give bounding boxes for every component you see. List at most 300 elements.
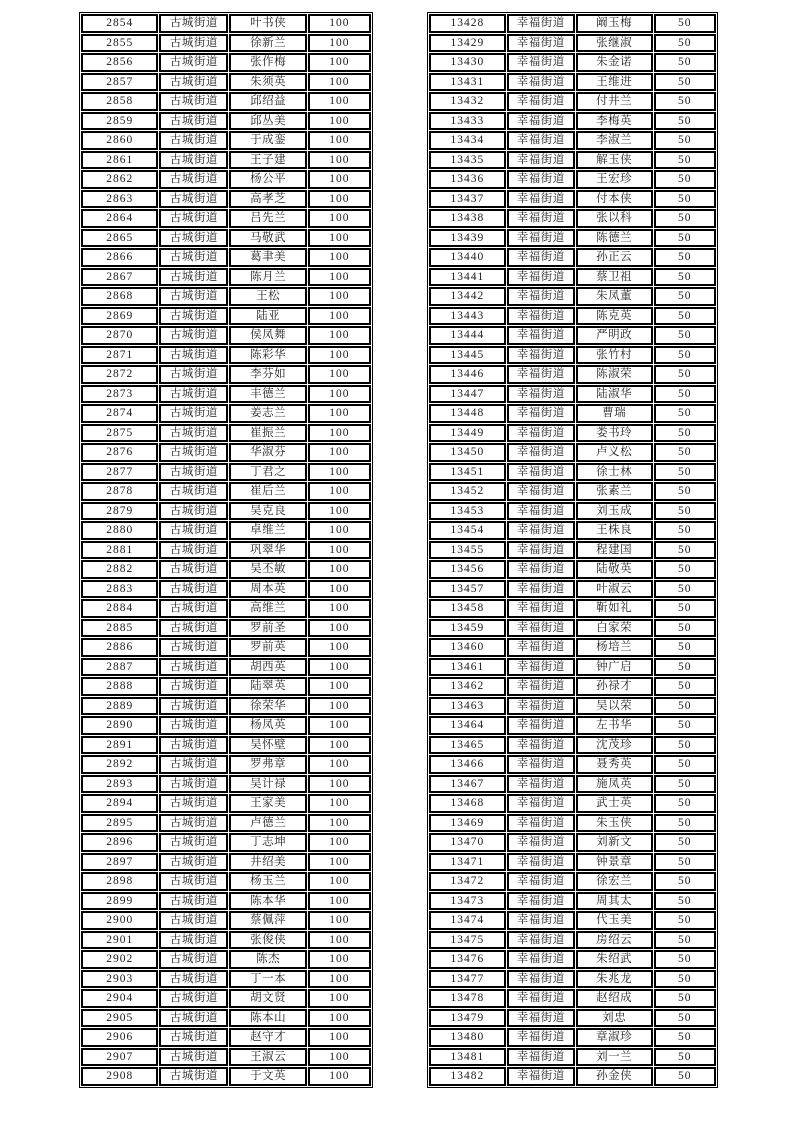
id-cell: 2874 <box>81 404 158 423</box>
id-cell: 13443 <box>429 307 506 326</box>
name-cell: 孙正云 <box>576 248 653 267</box>
id-cell: 13480 <box>429 1028 506 1047</box>
table-row <box>429 697 716 716</box>
id-cell: 2904 <box>81 989 158 1008</box>
table-row <box>81 463 371 482</box>
name-cell: 沈茂珍 <box>576 736 653 755</box>
table-row <box>81 14 371 33</box>
amount-cell: 50 <box>654 307 717 326</box>
amount-cell: 100 <box>308 814 371 833</box>
name-cell: 于成銮 <box>229 131 306 150</box>
table-row <box>81 736 371 755</box>
id-cell: 13457 <box>429 580 506 599</box>
street-cell: 古城街道 <box>159 443 228 462</box>
amount-cell: 100 <box>308 1009 371 1028</box>
table-row <box>429 229 716 248</box>
name-cell: 聂秀英 <box>576 755 653 774</box>
street-cell: 幸福街道 <box>507 326 575 345</box>
street-cell: 幸福街道 <box>507 287 575 306</box>
amount-cell: 100 <box>308 365 371 384</box>
table-row <box>429 34 716 53</box>
roster-table-right-body <box>429 14 716 1086</box>
name-cell: 白家荣 <box>576 619 653 638</box>
amount-cell: 50 <box>654 151 717 170</box>
street-cell: 古城街道 <box>159 190 228 209</box>
name-cell: 徐士林 <box>576 463 653 482</box>
street-cell: 幸福街道 <box>507 151 575 170</box>
amount-cell: 50 <box>654 775 717 794</box>
id-cell: 2883 <box>81 580 158 599</box>
id-cell: 13450 <box>429 443 506 462</box>
street-cell: 古城街道 <box>159 1067 228 1086</box>
table-row <box>81 853 371 872</box>
amount-cell: 100 <box>308 170 371 189</box>
table-row <box>429 658 716 677</box>
table-row <box>81 599 371 618</box>
amount-cell: 50 <box>654 424 717 443</box>
amount-cell: 50 <box>654 697 717 716</box>
amount-cell: 50 <box>654 580 717 599</box>
table-row <box>81 619 371 638</box>
street-cell: 幸福街道 <box>507 989 575 1008</box>
id-cell: 2855 <box>81 34 158 53</box>
name-cell: 孙禄才 <box>576 677 653 696</box>
id-cell: 2891 <box>81 736 158 755</box>
name-cell: 代玉美 <box>576 911 653 930</box>
amount-cell: 50 <box>654 53 717 72</box>
id-cell: 2863 <box>81 190 158 209</box>
street-cell: 古城街道 <box>159 970 228 989</box>
id-cell: 2873 <box>81 385 158 404</box>
id-cell: 13476 <box>429 950 506 969</box>
id-cell: 2902 <box>81 950 158 969</box>
amount-cell: 100 <box>308 794 371 813</box>
street-cell: 幸福街道 <box>507 814 575 833</box>
table-row <box>81 482 371 501</box>
table-row <box>81 326 371 345</box>
amount-cell: 50 <box>654 638 717 657</box>
street-cell: 古城街道 <box>159 424 228 443</box>
amount-cell: 100 <box>308 229 371 248</box>
name-cell: 朱凤董 <box>576 287 653 306</box>
id-cell: 2894 <box>81 794 158 813</box>
street-cell: 古城街道 <box>159 658 228 677</box>
street-cell: 古城街道 <box>159 346 228 365</box>
table-row <box>429 404 716 423</box>
name-cell: 卢德兰 <box>229 814 306 833</box>
street-cell: 幸福街道 <box>507 131 575 150</box>
amount-cell: 100 <box>308 248 371 267</box>
id-cell: 13449 <box>429 424 506 443</box>
street-cell: 幸福街道 <box>507 307 575 326</box>
id-cell: 13435 <box>429 151 506 170</box>
name-cell: 卓维兰 <box>229 521 306 540</box>
roster-table-left <box>79 12 373 1088</box>
amount-cell: 100 <box>308 307 371 326</box>
table-row <box>81 268 371 287</box>
id-cell: 13438 <box>429 209 506 228</box>
id-cell: 2865 <box>81 229 158 248</box>
id-cell: 13429 <box>429 34 506 53</box>
name-cell: 叶淑云 <box>576 580 653 599</box>
street-cell: 古城街道 <box>159 463 228 482</box>
street-cell: 幸福街道 <box>507 560 575 579</box>
table-row <box>81 502 371 521</box>
amount-cell: 100 <box>308 385 371 404</box>
id-cell: 2878 <box>81 482 158 501</box>
table-row <box>429 619 716 638</box>
amount-cell: 50 <box>654 931 717 950</box>
street-cell: 古城街道 <box>159 287 228 306</box>
table-row <box>429 794 716 813</box>
street-cell: 幸福街道 <box>507 736 575 755</box>
street-cell: 古城街道 <box>159 170 228 189</box>
amount-cell: 50 <box>654 326 717 345</box>
street-cell: 幸福街道 <box>507 950 575 969</box>
street-cell: 古城街道 <box>159 229 228 248</box>
table-row <box>429 521 716 540</box>
street-cell: 幸福街道 <box>507 365 575 384</box>
table-row <box>81 677 371 696</box>
street-cell: 古城街道 <box>159 638 228 657</box>
roster-table-left-body <box>81 14 371 1086</box>
name-cell: 丁一本 <box>229 970 306 989</box>
street-cell: 古城街道 <box>159 482 228 501</box>
street-cell: 幸福街道 <box>507 755 575 774</box>
street-cell: 幸福街道 <box>507 833 575 852</box>
id-cell: 2886 <box>81 638 158 657</box>
id-cell: 2881 <box>81 541 158 560</box>
name-cell: 刘一兰 <box>576 1048 653 1067</box>
amount-cell: 100 <box>308 872 371 891</box>
id-cell: 2907 <box>81 1048 158 1067</box>
table-row <box>81 1067 371 1086</box>
amount-cell: 100 <box>308 931 371 950</box>
name-cell: 马敬武 <box>229 229 306 248</box>
amount-cell: 50 <box>654 170 717 189</box>
street-cell: 古城街道 <box>159 989 228 1008</box>
table-row <box>81 131 371 150</box>
table-row <box>429 599 716 618</box>
amount-cell: 100 <box>308 677 371 696</box>
id-cell: 2897 <box>81 853 158 872</box>
name-cell: 王子建 <box>229 151 306 170</box>
street-cell: 幸福街道 <box>507 911 575 930</box>
street-cell: 古城街道 <box>159 950 228 969</box>
table-row <box>81 1028 371 1047</box>
table-row <box>429 755 716 774</box>
id-cell: 13467 <box>429 775 506 794</box>
street-cell: 幸福街道 <box>507 658 575 677</box>
street-cell: 幸福街道 <box>507 619 575 638</box>
name-cell: 侯凤舞 <box>229 326 306 345</box>
street-cell: 幸福街道 <box>507 580 575 599</box>
name-cell: 阚玉梅 <box>576 14 653 33</box>
roster-table-right <box>427 12 718 1088</box>
table-row <box>429 1048 716 1067</box>
amount-cell: 50 <box>654 736 717 755</box>
name-cell: 丰德兰 <box>229 385 306 404</box>
table-row <box>429 287 716 306</box>
amount-cell: 50 <box>654 209 717 228</box>
amount-cell: 100 <box>308 853 371 872</box>
street-cell: 幸福街道 <box>507 892 575 911</box>
table-row <box>81 970 371 989</box>
id-cell: 13431 <box>429 73 506 92</box>
name-cell: 葛聿美 <box>229 248 306 267</box>
id-cell: 13432 <box>429 92 506 111</box>
amount-cell: 100 <box>308 697 371 716</box>
amount-cell: 50 <box>654 989 717 1008</box>
amount-cell: 50 <box>654 365 717 384</box>
street-cell: 幸福街道 <box>507 92 575 111</box>
name-cell: 姜志兰 <box>229 404 306 423</box>
amount-cell: 50 <box>654 248 717 267</box>
id-cell: 13436 <box>429 170 506 189</box>
street-cell: 幸福街道 <box>507 599 575 618</box>
name-cell: 罗弗章 <box>229 755 306 774</box>
table-row <box>429 580 716 599</box>
name-cell: 周本英 <box>229 580 306 599</box>
name-cell: 丁君之 <box>229 463 306 482</box>
name-cell: 赵绍成 <box>576 989 653 1008</box>
name-cell: 吴计禄 <box>229 775 306 794</box>
name-cell: 曹瑞 <box>576 404 653 423</box>
id-cell: 13479 <box>429 1009 506 1028</box>
name-cell: 施凤英 <box>576 775 653 794</box>
table-row <box>81 1009 371 1028</box>
street-cell: 古城街道 <box>159 307 228 326</box>
name-cell: 房绍云 <box>576 931 653 950</box>
id-cell: 2861 <box>81 151 158 170</box>
name-cell: 吴克良 <box>229 502 306 521</box>
table-row <box>429 53 716 72</box>
amount-cell: 50 <box>654 541 717 560</box>
id-cell: 2866 <box>81 248 158 267</box>
table-row <box>429 950 716 969</box>
table-row <box>429 716 716 735</box>
street-cell: 幸福街道 <box>507 248 575 267</box>
id-cell: 13460 <box>429 638 506 657</box>
table-row <box>81 92 371 111</box>
name-cell: 张继淑 <box>576 34 653 53</box>
name-cell: 付井兰 <box>576 92 653 111</box>
id-cell: 13440 <box>429 248 506 267</box>
id-cell: 2884 <box>81 599 158 618</box>
id-cell: 2860 <box>81 131 158 150</box>
name-cell: 李梅英 <box>576 112 653 131</box>
name-cell: 陈克英 <box>576 307 653 326</box>
street-cell: 古城街道 <box>159 892 228 911</box>
amount-cell: 100 <box>308 599 371 618</box>
street-cell: 幸福街道 <box>507 931 575 950</box>
table-row <box>81 229 371 248</box>
id-cell: 13454 <box>429 521 506 540</box>
amount-cell: 50 <box>654 404 717 423</box>
id-cell: 13481 <box>429 1048 506 1067</box>
id-cell: 13470 <box>429 833 506 852</box>
id-cell: 2885 <box>81 619 158 638</box>
amount-cell: 100 <box>308 404 371 423</box>
table-row <box>429 209 716 228</box>
id-cell: 13464 <box>429 716 506 735</box>
name-cell: 赵守才 <box>229 1028 306 1047</box>
amount-cell: 100 <box>308 73 371 92</box>
name-cell: 华淑芬 <box>229 443 306 462</box>
street-cell: 古城街道 <box>159 755 228 774</box>
street-cell: 幸福街道 <box>507 268 575 287</box>
street-cell: 古城街道 <box>159 34 228 53</box>
id-cell: 13461 <box>429 658 506 677</box>
name-cell: 杨玉兰 <box>229 872 306 891</box>
street-cell: 幸福街道 <box>507 443 575 462</box>
amount-cell: 50 <box>654 463 717 482</box>
id-cell: 2896 <box>81 833 158 852</box>
table-row <box>81 658 371 677</box>
table-row <box>81 872 371 891</box>
street-cell: 幸福街道 <box>507 112 575 131</box>
table-row <box>429 131 716 150</box>
amount-cell: 100 <box>308 151 371 170</box>
name-cell: 王宏珍 <box>576 170 653 189</box>
name-cell: 胡文贤 <box>229 989 306 1008</box>
id-cell: 2857 <box>81 73 158 92</box>
id-cell: 2854 <box>81 14 158 33</box>
name-cell: 朱兆龙 <box>576 970 653 989</box>
amount-cell: 100 <box>308 892 371 911</box>
name-cell: 陈杰 <box>229 950 306 969</box>
street-cell: 幸福街道 <box>507 34 575 53</box>
table-row <box>81 170 371 189</box>
id-cell: 2875 <box>81 424 158 443</box>
table-row <box>81 775 371 794</box>
table-row <box>81 365 371 384</box>
name-cell: 蔡佩萍 <box>229 911 306 930</box>
street-cell: 古城街道 <box>159 560 228 579</box>
table-row <box>429 424 716 443</box>
street-cell: 幸福街道 <box>507 53 575 72</box>
street-cell: 古城街道 <box>159 112 228 131</box>
street-cell: 幸福街道 <box>507 385 575 404</box>
name-cell: 崔后兰 <box>229 482 306 501</box>
table-row <box>81 151 371 170</box>
id-cell: 13463 <box>429 697 506 716</box>
amount-cell: 100 <box>308 112 371 131</box>
table-row <box>429 736 716 755</box>
table-row <box>429 677 716 696</box>
street-cell: 幸福街道 <box>507 170 575 189</box>
street-cell: 古城街道 <box>159 209 228 228</box>
table-row <box>81 404 371 423</box>
name-cell: 张以科 <box>576 209 653 228</box>
amount-cell: 50 <box>654 892 717 911</box>
street-cell: 幸福街道 <box>507 716 575 735</box>
table-row <box>81 580 371 599</box>
amount-cell: 50 <box>654 502 717 521</box>
amount-cell: 50 <box>654 794 717 813</box>
id-cell: 2887 <box>81 658 158 677</box>
amount-cell: 50 <box>654 716 717 735</box>
name-cell: 解玉侠 <box>576 151 653 170</box>
street-cell: 古城街道 <box>159 599 228 618</box>
table-row <box>429 853 716 872</box>
amount-cell: 50 <box>654 521 717 540</box>
amount-cell: 100 <box>308 14 371 33</box>
amount-cell: 100 <box>308 989 371 1008</box>
id-cell: 13459 <box>429 619 506 638</box>
table-row <box>429 248 716 267</box>
id-cell: 13453 <box>429 502 506 521</box>
street-cell: 古城街道 <box>159 248 228 267</box>
name-cell: 张作梅 <box>229 53 306 72</box>
id-cell: 13441 <box>429 268 506 287</box>
amount-cell: 50 <box>654 229 717 248</box>
amount-cell: 50 <box>654 872 717 891</box>
id-cell: 13439 <box>429 229 506 248</box>
id-cell: 2895 <box>81 814 158 833</box>
id-cell: 13448 <box>429 404 506 423</box>
amount-cell: 100 <box>308 502 371 521</box>
amount-cell: 100 <box>308 463 371 482</box>
street-cell: 古城街道 <box>159 385 228 404</box>
id-cell: 2872 <box>81 365 158 384</box>
street-cell: 幸福街道 <box>507 404 575 423</box>
table-row <box>429 814 716 833</box>
name-cell: 陈德兰 <box>576 229 653 248</box>
table-row <box>81 950 371 969</box>
id-cell: 13466 <box>429 755 506 774</box>
street-cell: 古城街道 <box>159 73 228 92</box>
name-cell: 刘忠 <box>576 1009 653 1028</box>
amount-cell: 50 <box>654 970 717 989</box>
id-cell: 2898 <box>81 872 158 891</box>
name-cell: 徐新兰 <box>229 34 306 53</box>
name-cell: 陈本山 <box>229 1009 306 1028</box>
name-cell: 刘新文 <box>576 833 653 852</box>
table-row <box>81 794 371 813</box>
table-row <box>81 814 371 833</box>
amount-cell: 50 <box>654 1067 717 1086</box>
id-cell: 13428 <box>429 14 506 33</box>
amount-cell: 100 <box>308 346 371 365</box>
name-cell: 罗前英 <box>229 638 306 657</box>
street-cell: 古城街道 <box>159 131 228 150</box>
amount-cell: 50 <box>654 1048 717 1067</box>
amount-cell: 100 <box>308 190 371 209</box>
name-cell: 于文英 <box>229 1067 306 1086</box>
id-cell: 13452 <box>429 482 506 501</box>
table-row <box>81 34 371 53</box>
amount-cell: 50 <box>654 1009 717 1028</box>
id-cell: 13451 <box>429 463 506 482</box>
street-cell: 幸福街道 <box>507 697 575 716</box>
name-cell: 靳如礼 <box>576 599 653 618</box>
name-cell: 陈彩华 <box>229 346 306 365</box>
amount-cell: 100 <box>308 755 371 774</box>
table-row <box>81 892 371 911</box>
id-cell: 13458 <box>429 599 506 618</box>
id-cell: 2870 <box>81 326 158 345</box>
street-cell: 幸福街道 <box>507 229 575 248</box>
name-cell: 高孝芝 <box>229 190 306 209</box>
id-cell: 13473 <box>429 892 506 911</box>
amount-cell: 50 <box>654 833 717 852</box>
amount-cell: 50 <box>654 131 717 150</box>
name-cell: 吴以荣 <box>576 697 653 716</box>
amount-cell: 100 <box>308 287 371 306</box>
table-row <box>81 560 371 579</box>
table-row <box>81 541 371 560</box>
